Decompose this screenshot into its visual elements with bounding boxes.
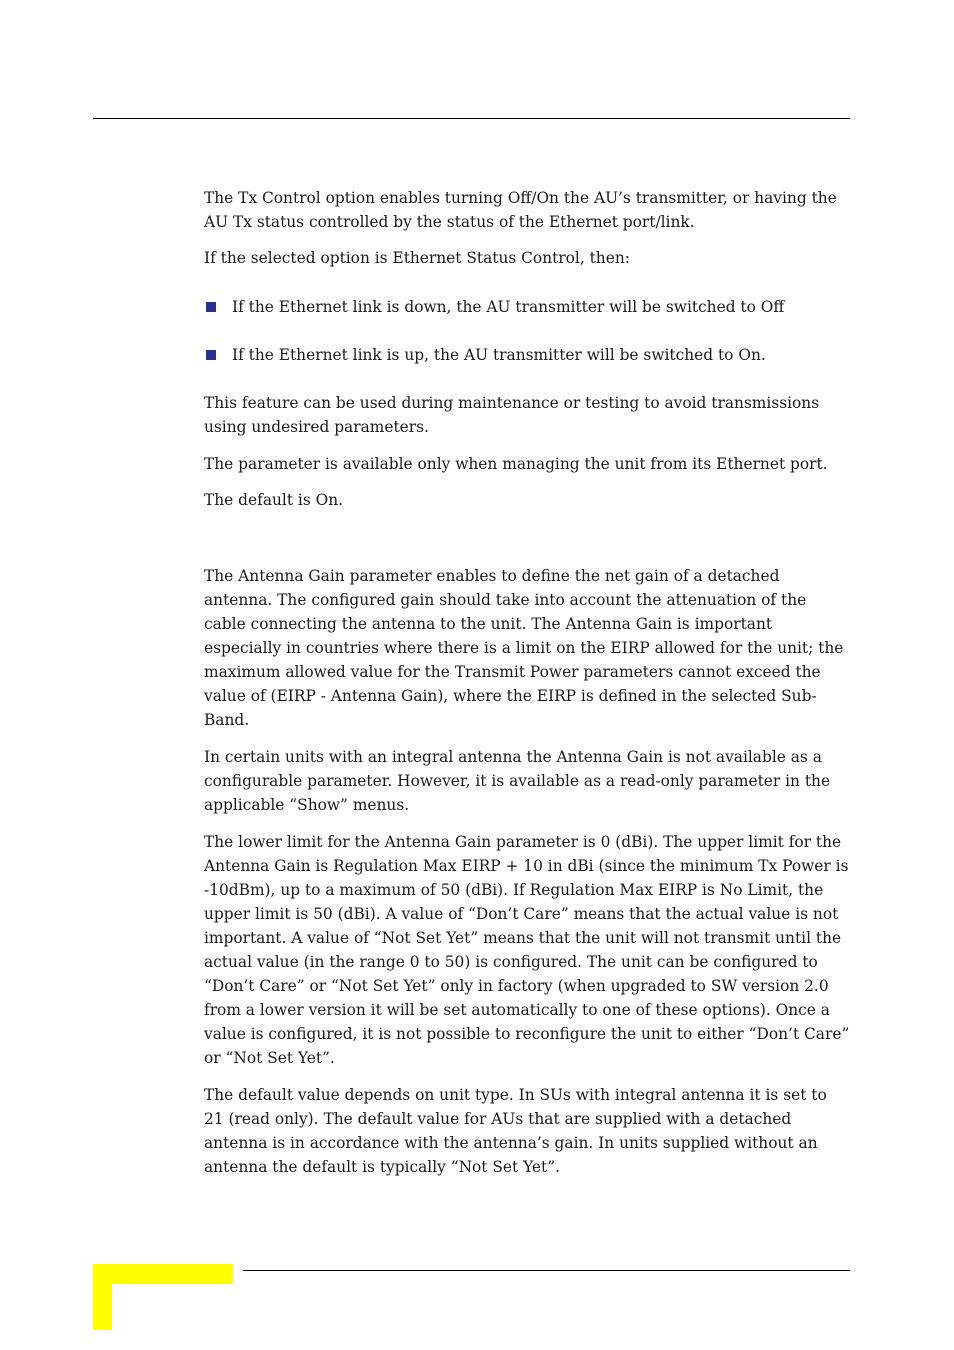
bullet-item	[204, 295, 850, 319]
corner-mark-vertical-bar	[93, 1264, 112, 1330]
bullet-item	[204, 343, 850, 367]
square-bullet-icon	[206, 350, 216, 360]
tx-control-default: The default is On.	[204, 491, 344, 509]
header-rule	[93, 118, 850, 119]
antenna-gain-paragraph-1: The Antenna Gain parameter enables to define the net gain of a detached antenna. The configured gain should take into account the attenuation of the cable connecting the antenna to the unit. The Antenna Gain is important especially in countries where there is a limit on the EIRP allowed for the unit; the maximum allowed value for the Transmit Power parameters cannot exceed the value of (EIRP - Antenna Gain), where the EIRP is defined in the selected Sub-Band.	[204, 567, 844, 729]
bullet-text: If the Ethernet link is up, the AU transmitter will be switched to On.	[232, 346, 766, 364]
corner-mark-horizontal-bar	[93, 1264, 233, 1284]
antenna-gain-paragraph-3: The lower limit for the Antenna Gain parameter is 0 (dBi). The upper limit for the Antenna Gain is Regulation Max EIRP + 10 in dBi (since the minimum Tx Power is -10dBm), up to a maximum of 50 (dBi). If Regulation Max EIRP is No Limit, the upper limit is 50 (dBi). A value of “Don’t Care” means that the actual value is not important. A value of “Not Set Yet” means that the unit will not transmit until the actual value (in the range 0 to 50) is configured. The unit can be configured to “Don’t Care” or “Not Set Yet” only in factory (when upgraded to SW version 2.0 from a lower version it will be set automatically to one of these options). Once a value is configured, it is not possible to reconfigure the unit to either “Don’t Care” or “Not Set Yet”.	[204, 833, 850, 1067]
bullet-text: If the Ethernet link is down, the AU transmitter will be switched to Off	[232, 298, 785, 316]
square-bullet-icon	[206, 302, 216, 312]
page-content	[204, 186, 850, 1179]
tx-control-paragraph-4: The parameter is available only when managing the unit from its Ethernet port.	[204, 455, 828, 473]
footer-rule	[243, 1270, 850, 1271]
footer-corner-mark	[93, 1264, 233, 1330]
tx-control-paragraph-2: If the selected option is Ethernet Status Control, then:	[204, 249, 630, 267]
antenna-gain-paragraph-2: In certain units with an integral antenna the Antenna Gain is not available as a configurable parameter. However, it is available as a read-only parameter in the applicable “Show” menus.	[204, 748, 831, 814]
antenna-gain-paragraph-4: The default value depends on unit type. In SUs with integral antenna it is set to 21 (read only). The default value for AUs that are supplied with a detached antenna is in accordance with the antenna’s gain. In units supplied without an antenna the default is typically “Not Set Yet”.	[204, 1086, 827, 1176]
tx-control-paragraph-1: The Tx Control option enables turning Off/On the AU’s transmitter, or having the AU Tx status controlled by the status of the Ethernet port/link.	[204, 189, 837, 231]
tx-control-paragraph-3: This feature can be used during maintenance or testing to avoid transmissions using undesired parameters.	[204, 394, 820, 436]
